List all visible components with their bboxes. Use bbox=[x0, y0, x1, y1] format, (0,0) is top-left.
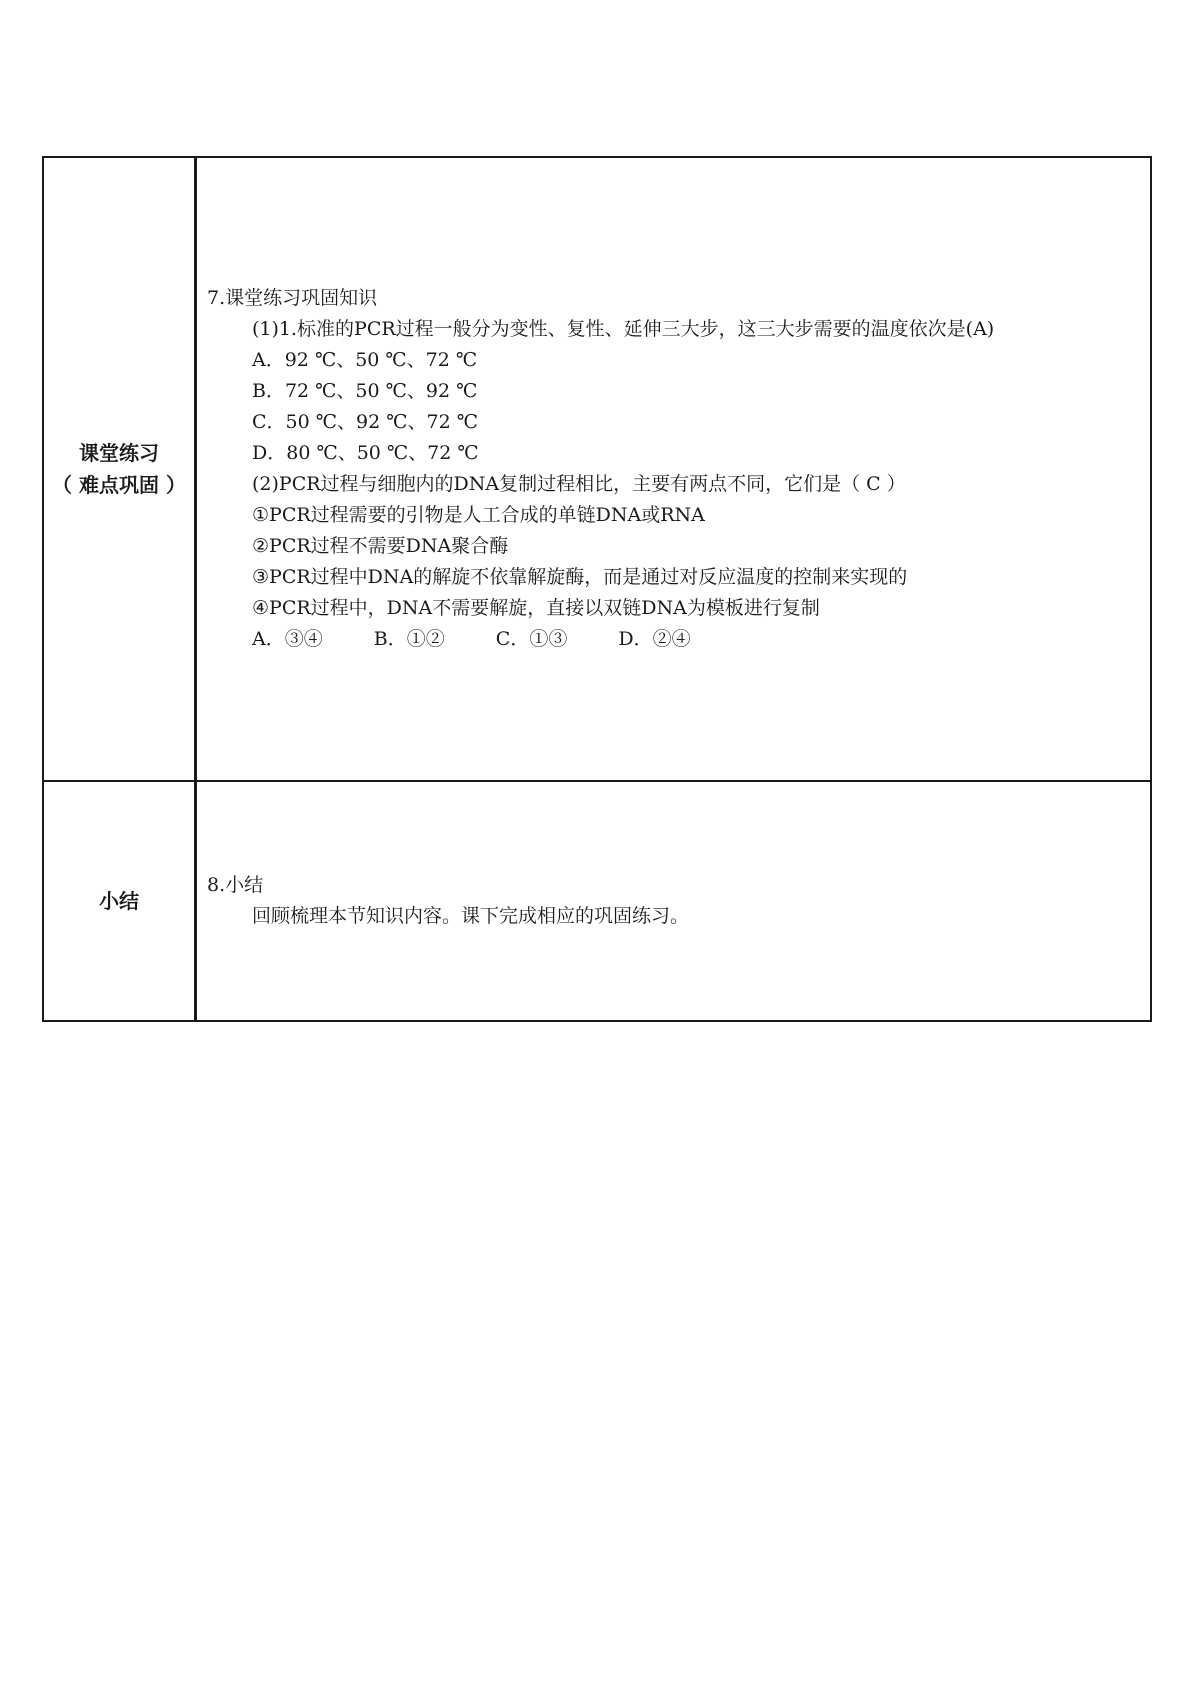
question-2-option-a: A．③④ bbox=[252, 628, 323, 650]
section-heading: 7.课堂练习巩固知识 bbox=[207, 287, 378, 309]
classroom-exercise-row bbox=[43, 157, 1151, 781]
question-1-option-d: D．80 ℃、50 ℃、72 ℃ bbox=[252, 442, 479, 464]
question-1-option-c: C．50 ℃、92 ℃、72 ℃ bbox=[252, 411, 478, 433]
lesson-plan-table bbox=[42, 156, 1152, 1022]
question-2-statement-1: ①PCR过程需要的引物是人工合成的单链DNA或RNA bbox=[252, 504, 705, 526]
question-1-option-b: B．72 ℃、50 ℃、92 ℃ bbox=[252, 380, 478, 402]
question-2-option-d: D．②④ bbox=[618, 628, 691, 650]
summary-row bbox=[43, 781, 1151, 1021]
row-label-line2: （ 难点巩固 ） bbox=[52, 473, 186, 497]
question-2-statement-4: ④PCR过程中，DNA不需要解旋，直接以双链DNA为模板进行复制 bbox=[252, 597, 820, 619]
question-2-statement-2: ②PCR过程不需要DNA聚合酶 bbox=[252, 535, 509, 557]
classroom-exercise-content bbox=[196, 157, 1152, 781]
summary-content bbox=[196, 781, 1152, 1021]
question-2-option-c: C．①③ bbox=[495, 628, 568, 650]
question-1-stem: (1)1.标准的PCR过程一般分为变性、复性、延伸三大步，这三大步需要的温度依次是(A) bbox=[252, 318, 995, 340]
question-1-option-a: A．92 ℃、50 ℃、72 ℃ bbox=[252, 349, 478, 371]
question-2-options bbox=[207, 624, 1150, 655]
row-label-line1: 课堂练习 bbox=[79, 441, 159, 465]
classroom-exercise-label bbox=[43, 157, 196, 781]
question-2-statement-3: ③PCR过程中DNA的解旋不依靠解旋酶，而是通过对反应温度的控制来实现的 bbox=[252, 566, 908, 588]
summary-label: 小结 bbox=[43, 781, 196, 1021]
summary-body: 回顾梳理本节知识内容。课下完成相应的巩固练习。 bbox=[252, 905, 690, 927]
question-2-option-b: B．①② bbox=[373, 628, 445, 650]
question-2-stem: (2)PCR过程与细胞内的DNA复制过程相比，主要有两点不同，它们是（ C ） bbox=[252, 473, 906, 495]
summary-heading: 8.小结 bbox=[207, 874, 264, 896]
